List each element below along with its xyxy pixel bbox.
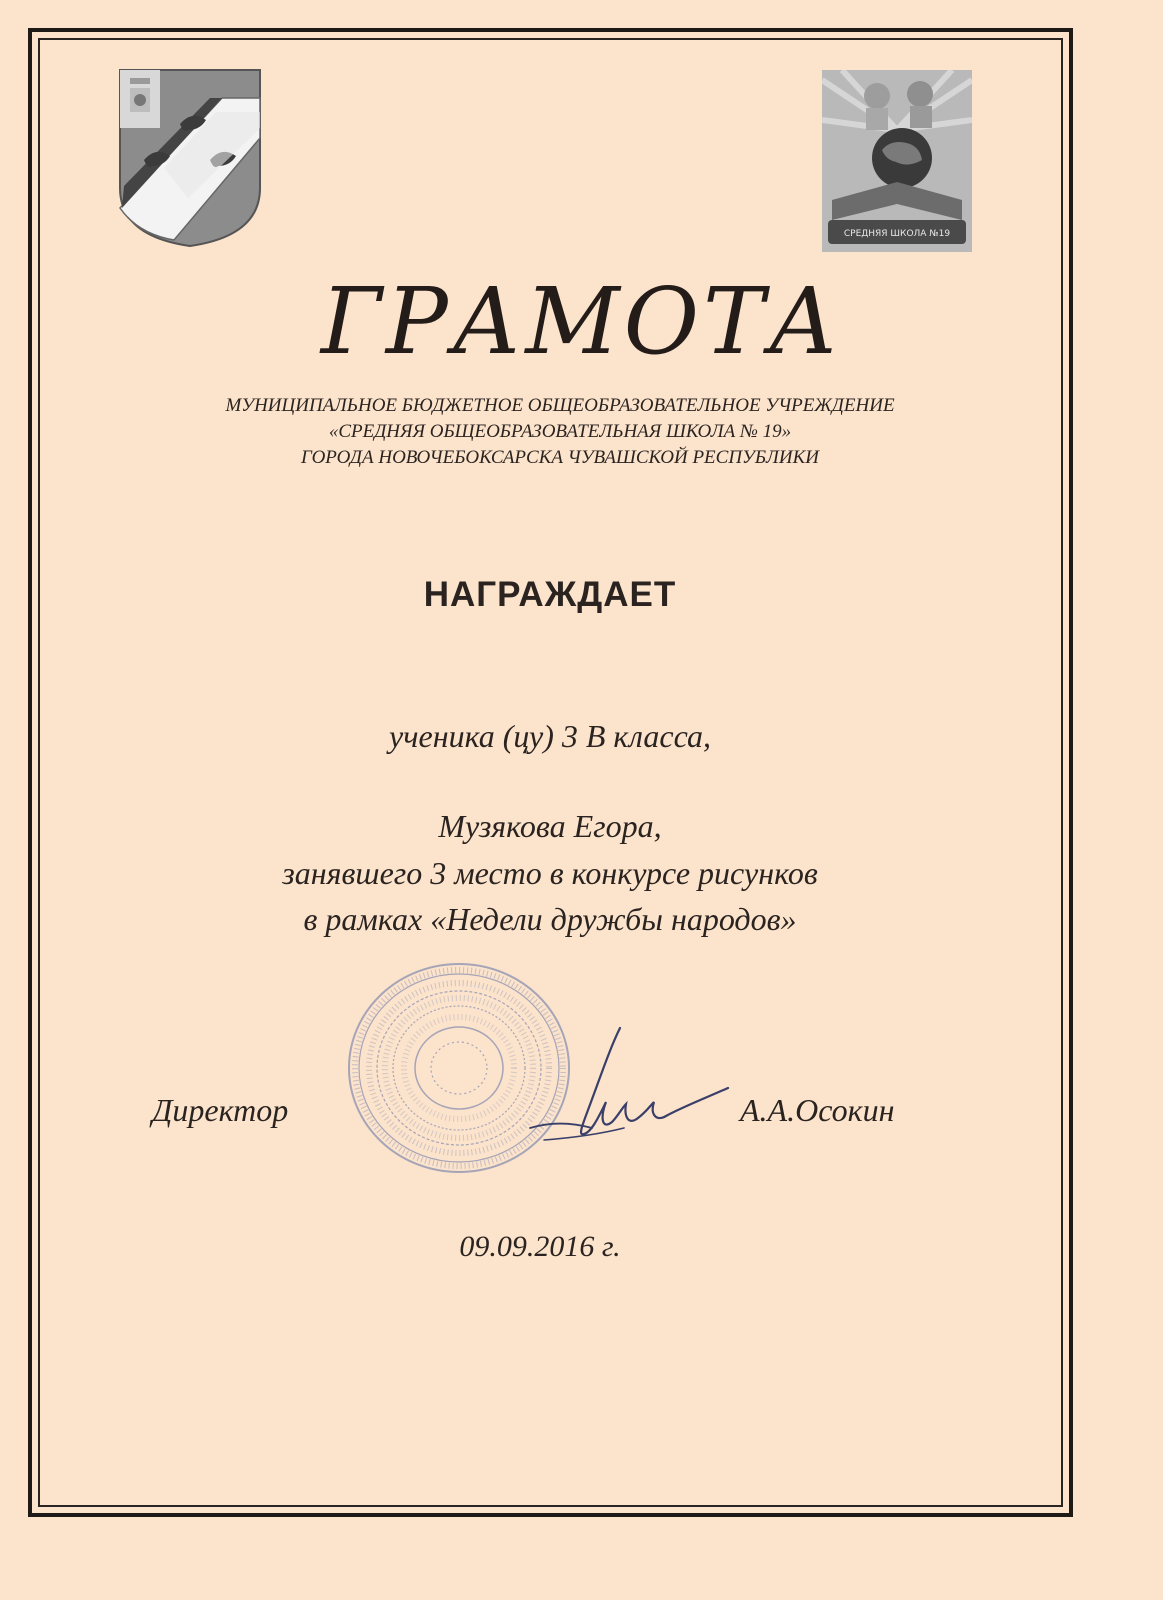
organization-line-3: ГОРОДА НОВОЧЕБОКСАРСКА ЧУВАШСКОЙ РЕСПУБЛИКИ <box>301 447 819 468</box>
director-signature-icon <box>500 1018 730 1158</box>
issue-date: 09.09.2016 г. <box>459 1230 621 1263</box>
organization-name <box>80 393 1040 471</box>
student-name: Музякова Егора, <box>438 808 662 844</box>
event-text: в рамках «Недели дружбы народов» <box>303 901 797 937</box>
director-label: Директор <box>152 1092 289 1128</box>
school-logo-icon <box>822 70 972 252</box>
inner-border <box>38 38 1063 1507</box>
awards-label: НАГРАЖДАЕТ <box>423 575 677 614</box>
director-name: А.А.Осокин <box>740 1092 895 1128</box>
student-class: ученика (цу) 3 В класса, <box>389 718 711 754</box>
achievement-text: занявшего 3 место в конкурсе рисунков <box>282 855 818 891</box>
certificate-title: ГРАМОТА <box>320 268 843 375</box>
school-logo-text: СРЕДНЯЯ ШКОЛА №19 <box>843 229 951 239</box>
city-coat-of-arms-icon <box>118 68 262 248</box>
organization-line-2: «СРЕДНЯЯ ОБЩЕОБРАЗОВАТЕЛЬНАЯ ШКОЛА № 19» <box>328 421 792 442</box>
organization-line-1: МУНИЦИПАЛЬНОЕ БЮДЖЕТНОЕ ОБЩЕОБРАЗОВАТЕЛЬНОЕ УЧРЕЖДЕНИЕ <box>225 395 895 416</box>
